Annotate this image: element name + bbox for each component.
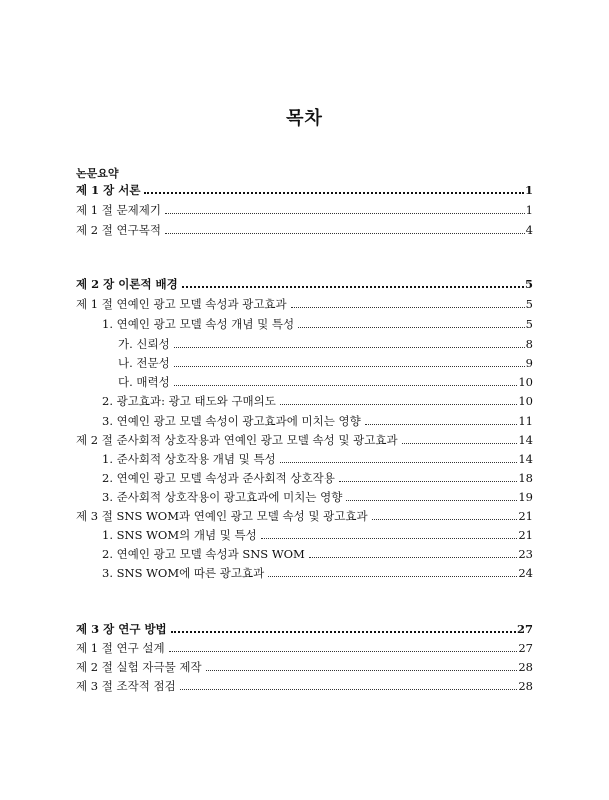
toc-section[interactable] bbox=[76, 223, 533, 237]
toc-page-number: 14 bbox=[518, 433, 533, 447]
toc-page-number: 4 bbox=[525, 223, 533, 237]
toc-page-number: 11 bbox=[518, 414, 533, 428]
toc-subsection[interactable] bbox=[102, 547, 533, 561]
toc-subsection[interactable] bbox=[102, 394, 533, 408]
dot-leader bbox=[144, 192, 524, 194]
toc-chapter-2[interactable] bbox=[76, 277, 533, 291]
toc-page-number: 8 bbox=[525, 337, 533, 351]
dot-leader bbox=[182, 286, 524, 288]
toc-page-number: 10 bbox=[518, 394, 533, 408]
dot-leader bbox=[180, 689, 518, 690]
abstract-heading: 논문요약 bbox=[76, 167, 119, 180]
toc-item[interactable] bbox=[118, 375, 533, 389]
toc-page-number: 21 bbox=[518, 528, 533, 542]
toc-page-number: 27 bbox=[518, 641, 533, 655]
toc-section[interactable] bbox=[76, 297, 533, 311]
toc-item[interactable] bbox=[118, 356, 533, 370]
toc-page-number: 14 bbox=[518, 452, 533, 466]
toc-entry-label: 1. 연예인 광고 모델 속성 개념 및 특성 bbox=[102, 317, 295, 331]
dot-leader bbox=[372, 519, 518, 520]
toc-page-number: 28 bbox=[518, 679, 533, 693]
page-title: 목차 bbox=[286, 108, 323, 129]
toc-subsection[interactable] bbox=[102, 471, 533, 485]
toc-entry-label: 나. 전문성 bbox=[118, 356, 170, 370]
toc-chapter-1[interactable] bbox=[76, 183, 533, 197]
toc-entry-label: 가. 신뢰성 bbox=[118, 337, 170, 351]
toc-entry-label: 3. 준사회적 상호작용이 광고효과에 미치는 영향 bbox=[102, 490, 343, 504]
toc-entry-label: 제 2 절 실험 자극물 제작 bbox=[76, 660, 202, 674]
toc-page-number: 28 bbox=[518, 660, 533, 674]
dot-leader bbox=[261, 538, 518, 539]
toc-section[interactable] bbox=[76, 679, 533, 693]
dot-leader bbox=[280, 404, 517, 405]
dot-leader bbox=[280, 462, 518, 463]
toc-page-number: 5 bbox=[525, 317, 533, 331]
toc-entry-label: 제 3 절 SNS WOM과 연예인 광고 모델 속성 및 광고효과 bbox=[76, 509, 368, 523]
toc-entry-label: 제 2 장 이론적 배경 bbox=[76, 277, 178, 291]
toc-subsection[interactable] bbox=[102, 490, 533, 504]
toc-subsection[interactable] bbox=[102, 414, 533, 428]
dot-leader bbox=[206, 670, 518, 671]
toc-page-number: 24 bbox=[518, 566, 533, 580]
toc-entry-label: 1. 준사회적 상호작용 개념 및 특성 bbox=[102, 452, 276, 466]
dot-leader bbox=[169, 651, 518, 652]
toc-entry-label: 제 2 절 준사회적 상호작용과 연예인 광고 모델 속성 및 광고효과 bbox=[76, 433, 398, 447]
dot-leader bbox=[365, 424, 518, 425]
toc-entry-label: 2. 연예인 광고 모델 속성과 준사회적 상호작용 bbox=[102, 471, 335, 485]
dot-leader bbox=[165, 213, 525, 214]
dot-leader bbox=[165, 233, 525, 234]
toc-entry-label: 3. 연예인 광고 모델 속성이 광고효과에 미치는 영향 bbox=[102, 414, 361, 428]
toc-entry-label: 제 1 절 연구 설계 bbox=[76, 641, 165, 655]
dot-leader bbox=[171, 631, 516, 633]
toc-entry-label: 2. 광고효과: 광고 태도와 구매의도 bbox=[102, 394, 276, 408]
toc-page-number: 19 bbox=[518, 490, 533, 504]
dot-leader bbox=[174, 366, 525, 367]
toc-page-number: 5 bbox=[524, 277, 533, 291]
toc-entry-label: 1. SNS WOM의 개념 및 특성 bbox=[102, 528, 257, 542]
dot-leader bbox=[309, 557, 518, 558]
toc-page-number: 5 bbox=[525, 297, 533, 311]
toc-entry-label: 제 2 절 연구목적 bbox=[76, 223, 161, 237]
dot-leader bbox=[339, 481, 517, 482]
dot-leader bbox=[298, 327, 525, 328]
toc-entry-label: 제 1 장 서론 bbox=[76, 183, 141, 197]
toc-chapter-3[interactable] bbox=[76, 622, 533, 636]
toc-entry-label: 제 3 절 조작적 점검 bbox=[76, 679, 176, 693]
toc-page-number: 18 bbox=[518, 471, 533, 485]
toc-entry-label: 제 3 장 연구 방법 bbox=[76, 622, 167, 636]
toc-entry-label: 2. 연예인 광고 모델 속성과 SNS WOM bbox=[102, 547, 305, 561]
dot-leader bbox=[174, 347, 525, 348]
toc-subsection[interactable] bbox=[102, 452, 533, 466]
toc-page-number: 21 bbox=[518, 509, 533, 523]
toc-item[interactable] bbox=[118, 337, 533, 351]
dot-leader bbox=[268, 576, 517, 577]
dot-leader bbox=[346, 500, 517, 501]
toc-page-number: 23 bbox=[518, 547, 533, 561]
toc-subsection[interactable] bbox=[102, 317, 533, 331]
toc-page-number: 1 bbox=[524, 183, 533, 197]
toc-page-number: 27 bbox=[516, 622, 533, 636]
toc-subsection[interactable] bbox=[102, 528, 533, 542]
toc-section[interactable] bbox=[76, 641, 533, 655]
toc-page-number: 9 bbox=[525, 356, 533, 370]
toc-entry-label: 제 1 절 문제제기 bbox=[76, 203, 161, 217]
dot-leader bbox=[402, 443, 518, 444]
toc-section[interactable] bbox=[76, 509, 533, 523]
toc-subsection[interactable] bbox=[102, 566, 533, 580]
toc-section[interactable] bbox=[76, 203, 533, 217]
toc-entry-label: 다. 매력성 bbox=[118, 375, 170, 389]
toc-page-number: 10 bbox=[518, 375, 533, 389]
toc-page-number: 1 bbox=[525, 203, 533, 217]
dot-leader bbox=[291, 307, 525, 308]
toc-section[interactable] bbox=[76, 433, 533, 447]
toc-entry-label: 3. SNS WOM에 따른 광고효과 bbox=[102, 566, 265, 580]
toc-section[interactable] bbox=[76, 660, 533, 674]
dot-leader bbox=[174, 385, 518, 386]
toc-entry-label: 제 1 절 연예인 광고 모델 속성과 광고효과 bbox=[76, 297, 287, 311]
